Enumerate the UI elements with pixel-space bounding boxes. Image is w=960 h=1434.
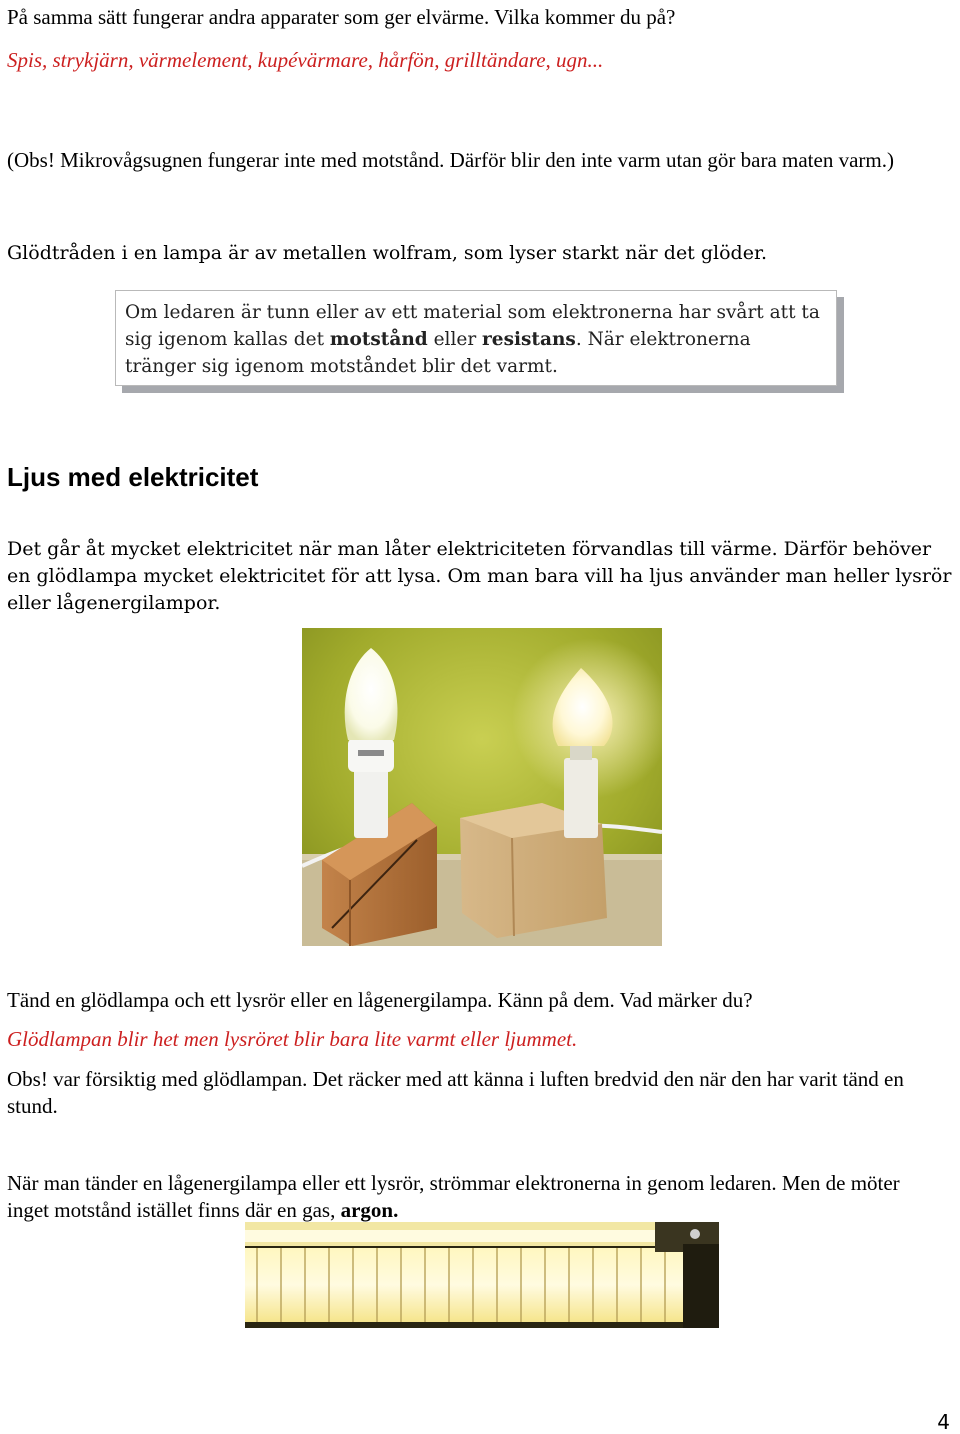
callout-part3: . När elektronerna tränger sig igenom motståndet blir det varmt. [125,329,751,377]
question-heat-appliances: På samma sätt fungerar andra apparater som ger elvärme. Vilka kommer du på? [7,5,676,29]
term-resistans: resistans [482,329,576,350]
term-motstand: motstånd [329,329,428,350]
task-question: Tänd en glödlampa och ett lysrör eller en lågenergilampa. Känn på dem. Vad märker du? [7,988,753,1012]
section-heading: Ljus med elektricitet [7,462,259,492]
term-argon: argon. [340,1198,399,1222]
callout-part2: eller [427,329,483,350]
socket-right [564,758,598,838]
page-number: 4 [937,1410,950,1434]
callout-part1: Om ledaren är tunn eller av ett material som elektronerna har svårt att ta sig igenom kallas det [125,302,820,350]
fluorescent-tube-photo [245,1222,719,1328]
section-intro: Det går åt mycket elektricitet när man låter elektriciteten förvandlas till värme. Därför behöver en glödlampa mycket elektricitet för att lysa. Om man bara vill ha ljus använder man heller lysrör eller lågenergilampor. [7,538,952,614]
fixture-end [683,1244,719,1328]
closing-paragraph [7,1170,937,1224]
answer-heat-appliances: Spis, strykjärn, värmelement, kupévärmare, hårfön, grilltändare, ugn... [7,48,604,72]
tube-glow [245,1248,719,1322]
note-microwave: (Obs! Mikrovågsugnen fungerar inte med motstånd. Därför blir den inte varm utan gör bara maten varm.) [7,148,894,172]
task-warning: Obs! var försiktig med glödlampan. Det räcker med att känna i luften bredvid den när den har varit tänd en stund. [7,1067,904,1118]
filament-paragraph: Glödtråden i en lampa är av metallen wolfram, som lyser starkt när det glöder. [7,242,767,264]
callout-text [125,299,825,380]
lamps-illustration [302,628,662,946]
tube-illustration [245,1222,719,1328]
task-answer: Glödlampan blir het men lysröret blir bara lite varmt eller ljummet. [7,1027,578,1051]
socket-left [354,768,388,838]
closing-text: När man tänder en lågenergilampa eller ett lysrör, strömmar elektronerna in genom ledaren. Men de möter inget motstånd istället finns där en gas, [7,1171,900,1222]
lamps-photo [302,628,662,946]
definition-callout [115,290,837,386]
